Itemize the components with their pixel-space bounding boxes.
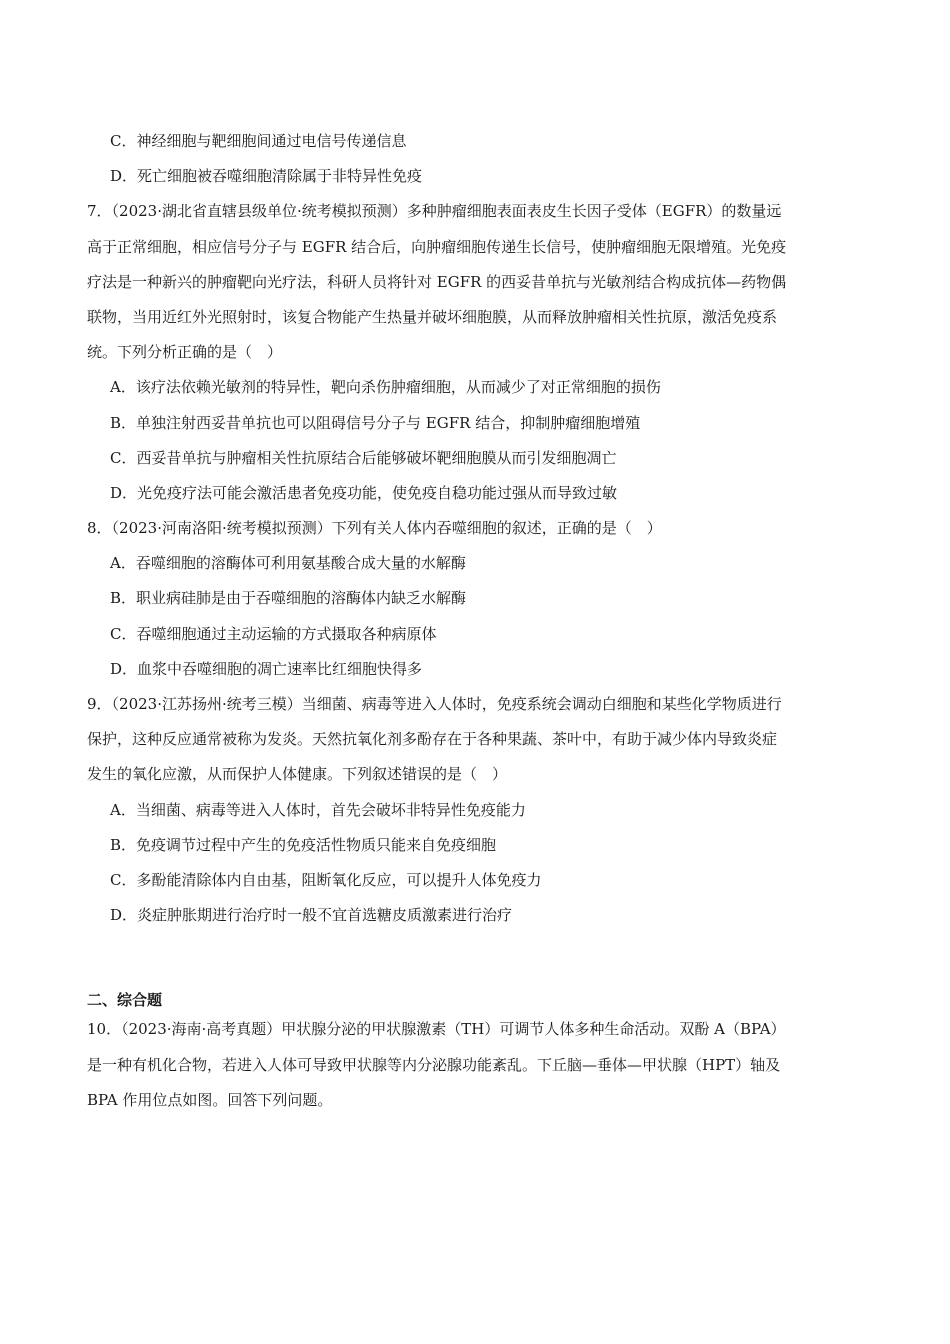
q7-stem-line-5: 统。下列分析正确的是（ ） <box>87 343 283 362</box>
q8-stem-line-1: 8．（2023·河南洛阳·统考模拟预测）下列有关人体内吞噬细胞的叙述，正确的是（ ） <box>87 519 662 538</box>
q10-stem-line-2: 是一种有机化合物，若进入人体可导致甲状腺等内分泌腺功能紊乱。下丘脑—垂体—甲状腺（HPT）轴及 <box>87 1055 781 1074</box>
question-8 <box>87 511 863 687</box>
q7-stem-line-3: 疗法是一种新兴的肿瘤靶向光疗法，科研人员将针对 EGFR 的西妥昔单抗与光敏剂结合构成抗体—药物偶 <box>87 272 787 291</box>
q10-stem-line-3: BPA 作用位点如图。回答下列问题。 <box>87 1090 333 1109</box>
q9-option-b: B．免疫调节过程中产生的免疫活性物质只能来自免疫细胞 <box>110 835 497 854</box>
q9-option-c: C．多酚能清除体内自由基，阻断氧化反应，可以提升人体免疫力 <box>110 870 542 889</box>
q7-option-b: B．单独注射西妥昔单抗也可以阻碍信号分子与 EGFR 结合，抑制肿瘤细胞增殖 <box>110 413 641 432</box>
q6-option-d: D．死亡细胞被吞噬细胞清除属于非特异性免疫 <box>110 167 423 186</box>
document-content <box>87 124 863 1118</box>
q9-stem-line-2: 保护，这种反应通常被称为发炎。天然抗氧化剂多酚存在于各种果蔬、茶叶中，有助于减少体内导致炎症 <box>87 730 778 749</box>
q8-option-b: B．职业病硅肺是由于吞噬细胞的溶酶体内缺乏水解酶 <box>110 589 467 608</box>
q7-option-d: D．光免疫疗法可能会激活患者免疫功能，使免疫自稳功能过强从而导致过敏 <box>110 483 618 502</box>
question-10 <box>87 1012 863 1118</box>
q7-stem-line-1: 7．（2023·湖北省直辖县级单位·统考模拟预测）多种肿瘤细胞表面表皮生长因子受体（EGFR）的数量远 <box>87 202 782 221</box>
q9-option-a: A．当细菌、病毒等进入人体时，首先会破坏非特异性免疫能力 <box>110 800 526 819</box>
q9-stem-line-3: 发生的氧化应激，从而保护人体健康。下列叙述错误的是（ ） <box>87 765 508 784</box>
q9-stem-line-1: 9．（2023·江苏扬州·统考三模）当细菌、病毒等进入人体时，免疫系统会调动白细胞和某些化学物质进行 <box>87 695 782 713</box>
q10-stem-line-1: 10．（2023·海南·高考真题）甲状腺分泌的甲状腺激素（TH）可调节人体多种生命活动。双酚 A（BPA） <box>87 1020 786 1039</box>
q8-option-a: A．吞噬细胞的溶酶体可利用氨基酸合成大量的水解酶 <box>110 554 466 573</box>
question-9 <box>87 687 863 933</box>
q7-option-c: C．西妥昔单抗与肿瘤相关性抗原结合后能够破坏靶细胞膜从而引发细胞凋亡 <box>110 448 617 467</box>
q6-option-c: C．神经细胞与靶细胞间通过电信号传递信息 <box>110 132 407 150</box>
question-7 <box>87 194 863 511</box>
section-heading: 二、综合题 <box>87 991 163 1010</box>
q7-stem-line-2: 高于正常细胞，相应信号分子与 EGFR 结合后，向肿瘤细胞传递生长信号，使肿瘤细胞无限增殖。光免疫 <box>87 237 787 256</box>
q8-option-d: D．血浆中吞噬细胞的凋亡速率比红细胞快得多 <box>110 659 423 678</box>
q8-option-c: C．吞噬细胞通过主动运输的方式摄取各种病原体 <box>110 624 437 643</box>
q7-option-a: A．该疗法依赖光敏剂的特异性，靶向杀伤肿瘤细胞，从而减少了对正常细胞的损伤 <box>110 378 661 397</box>
q7-stem-line-4: 联物，当用近红外光照射时，该复合物能产生热量并破坏细胞膜，从而释放肿瘤相关性抗原，激活免疫系 <box>87 307 778 326</box>
q9-option-d: D．炎症肿胀期进行治疗时一般不宜首选糖皮质激素进行治疗 <box>110 906 513 925</box>
